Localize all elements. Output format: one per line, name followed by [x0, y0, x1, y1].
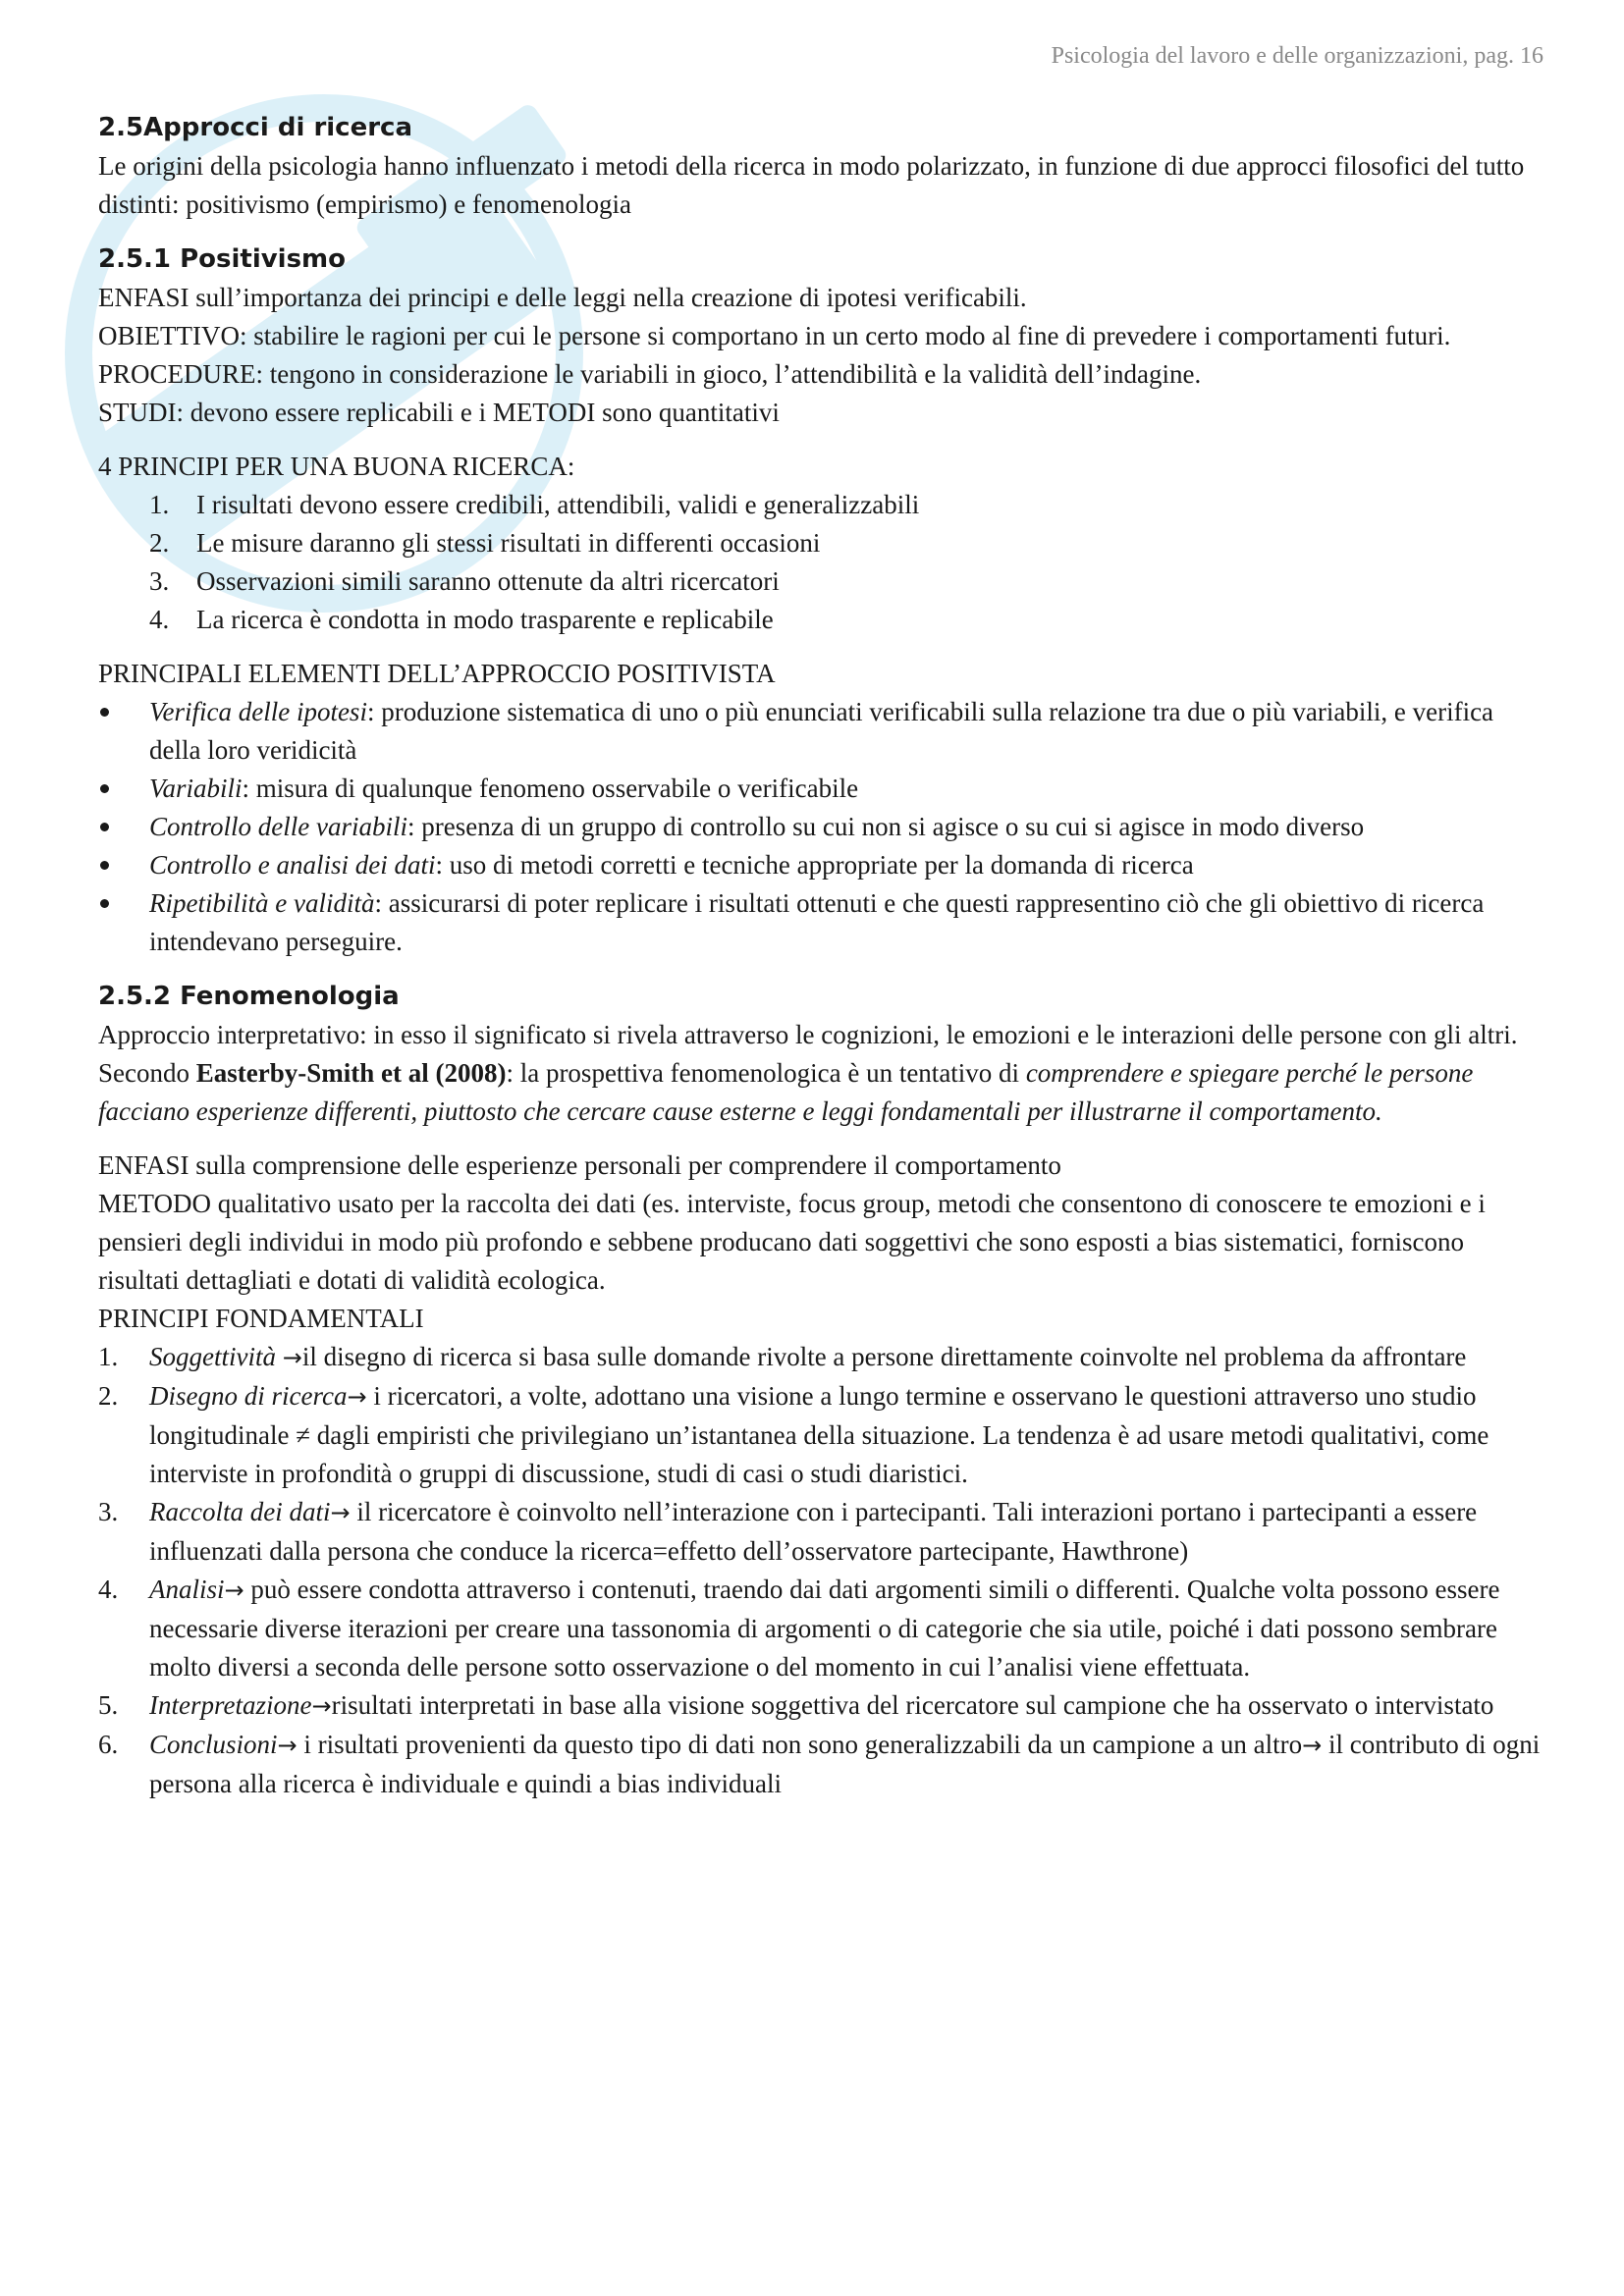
positivism-line: ENFASI sull’importanza dei principi e delle leggi nella creazione di ipotesi verificabili.: [98, 283, 1027, 312]
bullet-icon: [100, 784, 109, 793]
section-heading-positivismo: 2.5.1 Positivismo: [98, 244, 347, 274]
list-item: 6. Conclusioni→ i risultati provenienti da questo tipo di dati non sono generalizzabili da un campione a un altro→ il contributo di ogni persona alla ricerca è individuale e quindi a bias individuali: [98, 1730, 1541, 1798]
list-item: Controllo e analisi dei dati: uso di metodi corretti e tecniche appropriate per la domanda di ricerca: [98, 846, 1542, 884]
positivism-line: STUDI: devono essere replicabili e i METODI sono quantitativi: [98, 398, 780, 427]
list-item: Variabili: misura di qualunque fenomeno osservabile o verificabile: [98, 770, 1542, 808]
positivism-line: OBIETTIVO: stabilire le ragioni per cui le persone si comportano in un certo modo al fine di prevedere i comportamenti futuri.: [98, 321, 1451, 350]
list-item: 2. Le misure daranno gli stessi risultati in differenti occasioni: [149, 528, 821, 558]
intro-paragraph: Le origini della psicologia hanno influenzato i metodi della ricerca in modo polarizzato, in funzione di due approcci filosofici del tutto distinti: positivismo (empirismo) e fenomenologia: [98, 151, 1525, 219]
section-heading-fenomenologia: 2.5.2 Fenomenologia: [98, 982, 400, 1011]
bullet-icon: [100, 823, 109, 831]
list-item: 3. Osservazioni simili saranno ottenute da altri ricercatori: [149, 566, 780, 596]
quote-paragraph: Secondo Easterby-Smith et al (2008): la prospettiva fenomenologica è un tentativo di comprendere e spiegare perché le persone facciano esperienze differenti, piuttosto che cercare cause esterne e leggi fondamentali per illustrarne il comportamento.: [98, 1058, 1474, 1126]
principles-title: 4 PRINCIPI PER UNA BUONA RICERCA:: [98, 452, 575, 481]
arrow-icon: →: [347, 1383, 367, 1411]
arrow-icon: →: [330, 1499, 351, 1526]
list-item: 2. Disegno di ricerca→ i ricercatori, a volte, adottano una visione a lungo termine e osservano le questioni attraverso uno studio longitudinale ≠ dagli empiristi che privilegiano un’istantanea della situazione. La tendenza è ad usare metodi qualitativi, come interviste in profondità o gruppi di discussione, studi di casi o studi diaristici.: [98, 1381, 1489, 1488]
list-item: 1. Soggettività →il disegno di ricerca si basa sulle domande rivolte a persone direttamente coinvolte nel problema da affrontare: [98, 1342, 1467, 1371]
method-line: METODO qualitativo usato per la raccolta dei dati (es. interviste, focus group, metodi che consentono di conoscere te emozioni e i pensieri degli individui in modo più profondo e sebbene producano dati soggettivi che sono esposti a bias sistematici, forniscono risultati dettagliati e dotati di validità ecologica.: [98, 1189, 1486, 1295]
arrow-icon: →: [1302, 1732, 1323, 1759]
arrow-icon: →: [282, 1344, 302, 1371]
document-body: [98, 108, 1542, 1803]
section-heading-approcci: 2.5Approcci di ricerca: [98, 113, 413, 142]
arrow-icon: →: [311, 1692, 332, 1720]
elements-title: PRINCIPALI ELEMENTI DELL’APPROCCIO POSITIVISTA: [98, 659, 776, 688]
fundamental-principles-title: PRINCIPI FONDAMENTALI: [98, 1304, 424, 1333]
fundamental-principles-list: [98, 1338, 1542, 1803]
bullet-icon: [100, 708, 109, 717]
emphasis-line: ENFASI sulla comprensione delle esperienze personali per comprendere il comportamento: [98, 1150, 1061, 1180]
phenomenology-intro: Approccio interpretativo: in esso il significato si rivela attraverso le cognizioni, le emozioni e le interazioni delle persone con gli altri.: [98, 1020, 1518, 1049]
list-item: Verifica delle ipotesi: produzione sistematica di uno o più enunciati verificabili sulla relazione tra due o più variabili, e verifica della loro veridicità: [98, 693, 1542, 770]
list-item: 5. Interpretazione→risultati interpretati in base alla visione soggettiva del ricercatore sul campione che ha osservato o intervistato: [98, 1690, 1494, 1720]
list-item: Controllo delle variabili: presenza di un gruppo di controllo su cui non si agisce o su cui si agisce in modo diverso: [98, 808, 1542, 846]
list-item: 1. I risultati devono essere credibili, attendibili, validi e generalizzabili: [149, 490, 920, 519]
running-header: Psicologia del lavoro e delle organizzazioni, pag. 16: [1051, 43, 1543, 69]
bullet-icon: [100, 861, 109, 870]
bullet-icon: [100, 899, 109, 908]
positivist-elements-list: [98, 693, 1542, 961]
arrow-icon: →: [224, 1576, 244, 1604]
list-item: 3. Raccolta dei dati→ il ricercatore è coinvolto nell’interazione con i partecipanti. Tali interazioni portano i partecipanti a essere influenzati dalla persona che conduce la ricerca=effetto dell’osservatore partecipante, Hawthrone): [98, 1497, 1478, 1566]
good-research-principles-list: [98, 486, 1542, 639]
arrow-icon: →: [277, 1732, 298, 1759]
list-item: 4. Analisi→ può essere condotta attraverso i contenuti, traendo dai dati argomenti simili o differenti. Qualche volta possono essere necessarie diverse iterazioni per creare una tassonomia di argomenti o di categorie che sia utile, poiché i dati possono sembrare molto diversi a seconda delle persone sotto osservazione o del momento in cui l’analisi viene effettuata.: [98, 1575, 1500, 1682]
list-item: 4. La ricerca è condotta in modo trasparente e replicabile: [149, 605, 774, 634]
list-item: Ripetibilità e validità: assicurarsi di poter replicare i risultati ottenuti e che questi rappresentino ciò che gli obiettivo di ricerca intendevano perseguire.: [98, 884, 1542, 961]
positivism-line: PROCEDURE: tengono in considerazione le variabili in gioco, l’attendibilità e la validità dell’indagine.: [98, 359, 1202, 389]
